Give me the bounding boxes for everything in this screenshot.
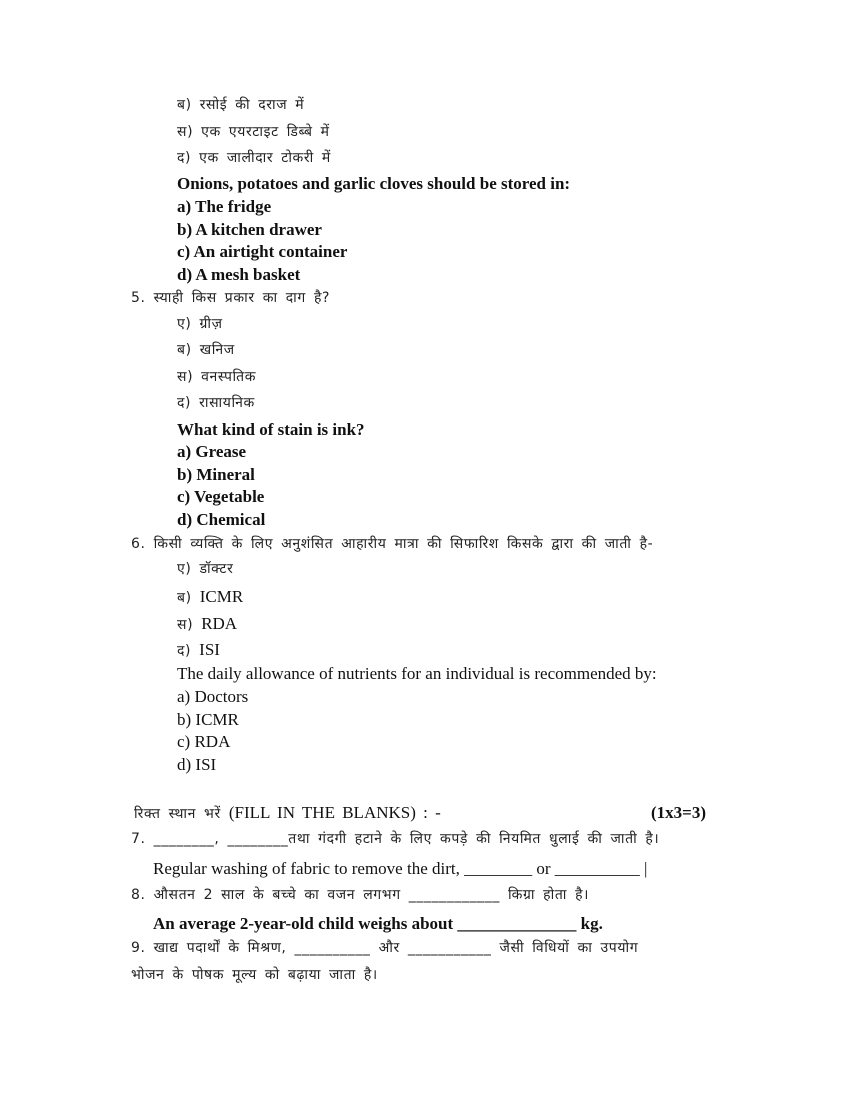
q6-hindi-option-a bbox=[177, 562, 233, 576]
q5-english-option-d: d) Chemical bbox=[177, 510, 266, 529]
q4-english-option-b: b) A kitchen drawer bbox=[177, 220, 322, 239]
q8-english: An average 2-year-old child weighs about ______________ kg. bbox=[153, 914, 603, 933]
q6-hindi-option-c bbox=[177, 615, 237, 632]
q5-hindi-option-b: ब) खनिज bbox=[177, 342, 235, 358]
section-marks: (1x3=3) bbox=[651, 803, 707, 822]
option-text: RDA bbox=[201, 614, 238, 633]
q6-hindi-question: 6. किसी व्यक्ति के लिए अनुशंसित आहारीय मात्रा की सिफारिश किसके द्वारा की जाती है- bbox=[131, 536, 654, 552]
q9-hindi-line1: 9. खाद्य पदार्थों के मिश्रण, __________ और ___________ जैसी विधियों का उपयोग bbox=[131, 940, 639, 956]
q6-english-question: The daily allowance of nutrients for an individual is recommended by: bbox=[177, 664, 657, 683]
q6-english-option-d: d) ISI bbox=[177, 755, 217, 774]
q8-hindi: 8. औसतन 2 साल के बच्चे का वजन लगभग ____________ किग्रा होता है। bbox=[131, 887, 590, 903]
q4-english-question: Onions, potatoes and garlic cloves should be stored in: bbox=[177, 174, 571, 193]
option-prefix: स) bbox=[177, 617, 202, 633]
option-text: डॉक्टर bbox=[199, 561, 234, 577]
q5-hindi-option-a: ए) ग्रीज़ bbox=[177, 316, 223, 332]
q5-hindi-option-d: द) रासायनिक bbox=[177, 395, 255, 411]
q7-english: Regular washing of fabric to remove the dirt, ________ or __________ | bbox=[153, 859, 648, 878]
q6-english-option-c: c) RDA bbox=[177, 732, 231, 751]
q5-hindi-question: 5. स्याही किस प्रकार का दाग है? bbox=[131, 290, 331, 306]
q6-hindi-option-d bbox=[177, 641, 220, 658]
q6-english-option-b: b) ICMR bbox=[177, 710, 239, 729]
q7-hindi: 7. ________, ________तथा गंदगी हटाने के लिए कपड़े की नियमित धुलाई की जाती है। bbox=[131, 831, 660, 847]
option-prefix: ए) bbox=[177, 561, 200, 577]
q6-hindi-option-b bbox=[177, 588, 243, 605]
q4-hindi-option-c: स) एक एयरटाइट डिब्बे में bbox=[177, 124, 330, 140]
q6-english-option-a: a) Doctors bbox=[177, 687, 249, 706]
section-title bbox=[134, 804, 441, 821]
q4-english-option-c: c) An airtight container bbox=[177, 242, 348, 261]
q5-english-option-b: b) Mineral bbox=[177, 465, 255, 484]
q4-hindi-option-b: ब) रसोई की दराज में bbox=[177, 97, 305, 113]
option-text: ICMR bbox=[199, 587, 244, 606]
q5-english-option-c: c) Vegetable bbox=[177, 487, 265, 506]
q5-english-question: What kind of stain is ink? bbox=[177, 420, 365, 439]
section-title-english: (FILL IN THE BLANKS) : - bbox=[228, 803, 441, 822]
q4-hindi-option-d: द) एक जालीदार टोकरी में bbox=[177, 150, 331, 166]
option-prefix: ब) bbox=[177, 590, 200, 606]
q5-english-option-a: a) Grease bbox=[177, 442, 247, 461]
option-text: ISI bbox=[199, 640, 220, 659]
q5-hindi-option-c: स) वनस्पतिक bbox=[177, 369, 257, 385]
q9-hindi-line2: भोजन के पोषक मूल्य को बढ़ाया जाता है। bbox=[131, 967, 378, 983]
section-title-hindi: रिक्त स्थान भरें bbox=[134, 806, 229, 822]
q4-english-option-d: d) A mesh basket bbox=[177, 265, 301, 284]
q4-english-option-a: a) The fridge bbox=[177, 197, 272, 216]
option-prefix: द) bbox=[177, 643, 200, 659]
